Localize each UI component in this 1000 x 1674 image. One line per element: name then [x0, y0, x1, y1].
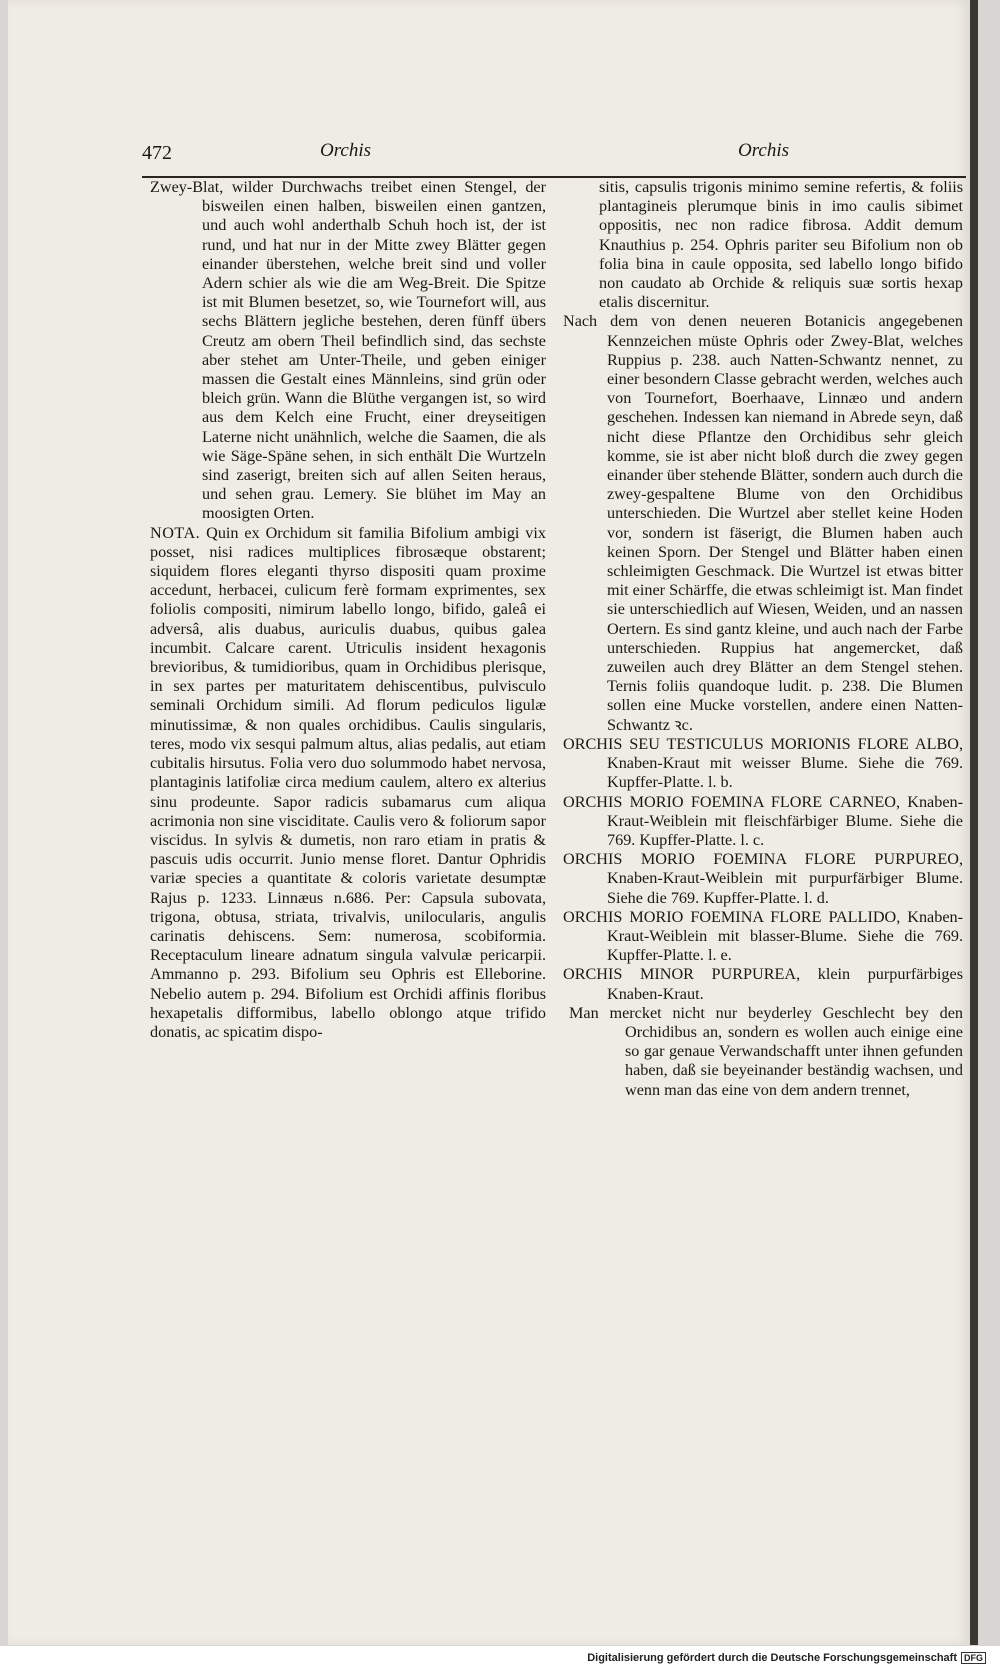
left-running-title: Orchis	[320, 140, 372, 161]
digitization-footer	[0, 1646, 1000, 1674]
latin-continuation: sitis, capsulis trigonis minimo semine refertis, & foliis plantagineis plerumque binis in imo caulis sibimet oppositis, nec non radice fibrosa. Addit demum Knauthius p. 254. Ophris pariter seu Bifolium non ob folia bina in caule opposita, sed labello longo bifido non caudato ab Orchide & reliquis suæ sortis hexap etalis discernitur.	[599, 178, 963, 312]
page-edge	[970, 0, 978, 1645]
page-number: 472	[142, 142, 172, 164]
entry-flore-pallido: ORCHIS MORIO FOEMINA FLORE PALLIDO, Knaben-Kraut-Weiblein mit blasser-Blume. Siehe die 769. Kupffer-Platte. l. e.	[563, 907, 963, 965]
right-column	[563, 178, 963, 1100]
german-description-paragraph: Zwey-Blat, wilder Durchwachs treibet einen Stengel, der bisweilen einen halben, bisweilen einen gantzen, und auch wohl anderthalb Schuh hoch ist, der ist rund, und hat nur in der Mitte zwey Blätter gegen einander überstehen, welche breit sind und voller Adern schier als wie die am Weg-Breit. Die Spitze ist mit Blumen besetzet, so, wie Tournefort will, aus sechs Blättern jegliche bestehen, deren fünff übers Creutz am obern Theil befindlich sind, das sechste aber stehet am Unter-Theile, und geben einiger massen die Gestalt eines Männleins, sind grün oder bleich grün. Wann die Blüthe vergangen ist, so wird aus dem Kelch eine Frucht, einer dreyseitigen Laterne nicht unähnlich, welche die Saamen, die als wie Säge-Späne sehen, in sich enthält Die Wurtzeln sind zaserigt, breiten sich auf allen Seiten heraus, und sehen grau. Lemery. Sie blühet im May an moosigten Orten.	[150, 178, 546, 523]
right-running-title: Orchis	[738, 140, 790, 161]
final-paragraph: Man mercket nicht nur beyderley Geschlecht bey den Orchidibus an, sondern es wollen auch einige eine so gar genaue Verwandschafft unter ihnen gefunden haben, daß sie beyeinander beständig wachsen, und wenn man das eine von dem andern trennet,	[569, 1003, 963, 1099]
dfg-logo: DFG	[961, 1652, 986, 1664]
entry-flore-carneo: ORCHIS MORIO FOEMINA FLORE CARNEO, Knaben-Kraut-Weiblein mit fleischfärbiger Blume. Siehe die 769. Kupffer-Platte. l. c.	[563, 792, 963, 849]
entry-flore-albo: ORCHIS SEU TESTICULUS MORIONIS FLORE ALBO, Knaben-Kraut mit weisser Blume. Siehe die 769. Kupffer-Platte. l. b.	[563, 734, 963, 792]
footer-credit-text: Digitalisierung gefördert durch die Deutsche Forschungsgemeinschaft	[587, 1652, 957, 1664]
nota-text: Quin ex Orchidum sit familia Bifolium ambigi vix posset, nisi radices multiplices fibrosæque obstarent; siquidem flores eleganti thyrso dispositi quam proxime accedunt, herbacei, culicum ferè formam exprimentes, sex foliolis compositi, nimirum labello longo, bifido, galeâ ei adversâ, alis duabus, auriculis duabus, quibus galea incumbit. Calcare carent. Utriculis insident hexagonis brevioribus, & tumidioribus, quam in Orchidibus plerisque, in sex partes per maturitatem dehiscentibus, pulvisculo seminali Orchidum simili. Ad florum pediculos ligulæ minutissimæ, & non quales orchidibus. Caulis singularis, teres, modo vix sesqui palmum altus, alias pedalis, aut etiam cubitalis hirsutus. Folia vero duo solummodo habet nervosa, plantaginis latifoliæ circa medium caulem, altero ex alterius sinu prodeunte. Sapor radicis subamarus cum aliqua acrimonia non sine visciditate. Caulis vero & foliorum sapor viscidus. In sylvis & dumetis, non raro etiam in pratis & pascuis udis occurrit. Junio mense floret. Dantur Ophridis variæ species a quantitate & coloris varietate desumptæ Rajus p. 1233. Linnæus n.686. Per: Capsula subovata, trigona, obtusa, striata, trivalvis, unilocularis, angulis carinatis dehiscens. Sem: numerosa, scobiformia. Receptaculum lineare adnatum singula valvulæ pericarpii. Ammanno p. 293. Bifolium seu Ophris est Elleborine. Nebelio autem p. 294. Bifolium est Orchidi affinis floribus hexapetalis difformibus, labello oblongo atque trifido donatis, ac spicatim dispo-	[150, 523, 546, 1041]
nota-label: NOTA.	[150, 523, 201, 542]
nota-paragraph	[150, 524, 546, 1042]
left-column	[150, 178, 546, 1042]
running-header	[142, 140, 966, 178]
entry-minor-purpurea: ORCHIS MINOR PURPUREA, klein purpurfärbiges Knaben-Kraut.	[563, 965, 963, 1003]
nach-paragraph: Nach dem von denen neueren Botanicis angegebenen Kennzeichen müste Ophris oder Zwey-Blat, welches Ruppius p. 238. auch Natten-Schwantz nennet, zu einer besondern Classe gebracht werden, welches auch von Tournefort, Boerhaave, Linnæo und andern geschehen. Indessen kan niemand in Abrede seyn, daß nicht diese Pflantze den Orchidibus sehr gleich komme, sie ist aber nicht bloß durch die zwey gegen einander über stehende Blätter, sondern auch durch die zwey-gespaltene Blume von den Orchidibus unterschieden. Die Wurtzel aber stellet keine Hoden vor, sondern ist fäserigt, die Blumen haben auch keinen Sporn. Der Stengel und Blätter haben einen schleimigten Geschmack. Die Wurtzel ist etwas bitter mit einer Schärffe, die etwas schleimigt ist. Man findet sie unterschiedlich auf Wiesen, Weiden, und an nassen Oertern. Es sind gantz kleine, und auch nach der Farbe unterschieden. Ruppius hat angemercket, daß zuweilen auch drey Blätter an dem Stengel stehen. Ternis foliis quandoque ludit. p. 238. Die Blumen sollen eine Mucke vorstellen, andere einen Natten-Schwantz ꝛc.	[563, 312, 963, 734]
entry-flore-purpureo: ORCHIS MORIO FOEMINA FLORE PURPUREO, Knaben-Kraut-Weiblein mit purpurfärbiger Blume. Siehe die 769. Kupffer-Platte. l. d.	[563, 850, 963, 907]
footer-credit	[587, 1652, 986, 1664]
